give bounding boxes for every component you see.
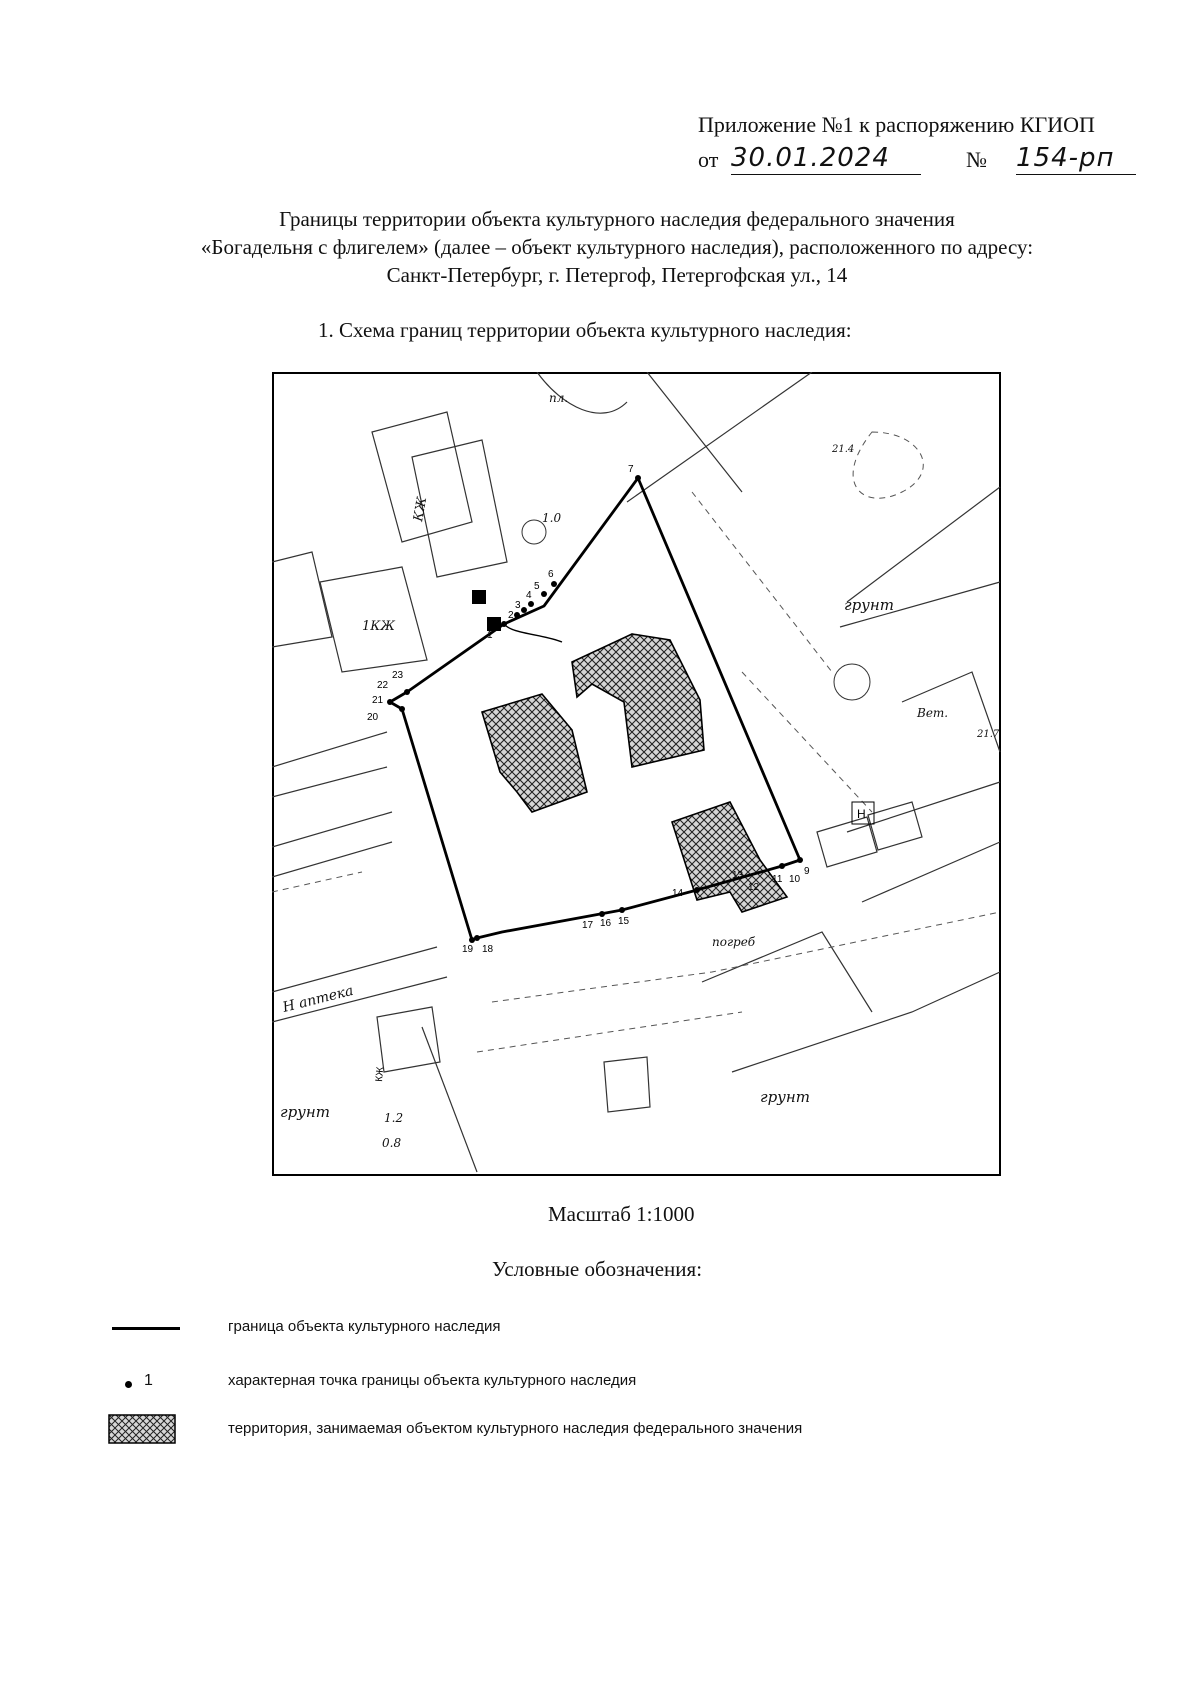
map-label: КЖ [411,495,431,523]
title-line-1: Границы территории объекта культурного наследия федерального значения [279,207,955,231]
map-label: Н [857,807,866,821]
order-date: 30.01.2024 [731,143,890,173]
point-label: 21 [372,695,384,706]
point-label: 11 [772,874,783,885]
section-heading: 1. Схема границ территории объекта культурного наследия: [318,318,852,342]
point-label: 7 [628,464,634,475]
point-label: 23 [392,670,404,681]
map-label: 21.7 [977,729,1000,740]
survey-marker [472,590,486,604]
point-label: 19 [462,944,474,955]
map-label: Вет. [917,706,949,720]
point-label: 15 [618,916,630,927]
legend-dot-symbol [125,1381,132,1388]
map-label: 1КЖ [362,619,395,634]
legend-item-territory: территория, занимаемая объектом культурного наследия федерального значения [228,1420,803,1437]
point-label: 16 [600,918,612,929]
date-underline [731,174,921,175]
appendix-line: Приложение №1 к распоряжению КГИОП [698,112,1095,137]
point-label: 18 [482,944,494,955]
map-label: грунт [844,596,894,614]
title-line-2: «Богадельня с флигелем» (далее – объект культурного наследия), расположенного по адресу: [200,235,1034,259]
legend-hatch-symbol [108,1414,176,1444]
page-title [0,205,1200,289]
number-prefix: № [966,147,987,172]
point-label: 22 [377,680,389,691]
point-label: 1 [487,630,493,641]
map-label: Н аптека [281,982,356,1016]
map-label: 1.0 [542,511,562,525]
map-label: 21.4 [832,444,855,455]
point-label: 10 [789,874,801,885]
legend-line-symbol [112,1327,180,1330]
title-line-3: Санкт-Петербург, г. Петергоф, Петергофская ул., 14 [386,263,848,287]
order-date-line [698,143,1138,183]
survey-marker [487,617,501,631]
order-number: 154-рп [1016,143,1115,173]
point-label: 3 [515,600,521,611]
legend-item-boundary: граница объекта культурного наследия [228,1318,501,1335]
map-label: грунт [280,1103,330,1121]
legend-dot-number: 1 [144,1372,153,1389]
point-label: 9 [804,866,810,877]
legend-heading: Условные обозначения: [492,1257,703,1281]
point-label: 20 [367,712,379,723]
map-label: КЖ [374,1066,387,1083]
number-underline [1016,174,1136,175]
point-label: 12 [748,882,760,893]
boundary-map [272,372,1001,1176]
map-label: пл. [549,391,569,405]
scale-label: Масштаб 1:1000 [548,1202,695,1226]
map-label: погреб [712,935,756,949]
date-prefix: от [698,147,719,172]
point-label: 14 [672,888,684,899]
point-label: 2 [508,610,514,621]
point-label: 13 [732,870,744,881]
point-label: 6 [548,569,554,580]
legend-item-point: характерная точка границы объекта культурного наследия [228,1372,637,1389]
map-label: 0.8 [382,1136,402,1150]
point-label: 5 [534,581,540,592]
map-label: 1.2 [384,1111,404,1125]
point-label: 17 [582,920,594,931]
map-label: грунт [760,1088,810,1106]
point-label: 4 [526,590,532,601]
